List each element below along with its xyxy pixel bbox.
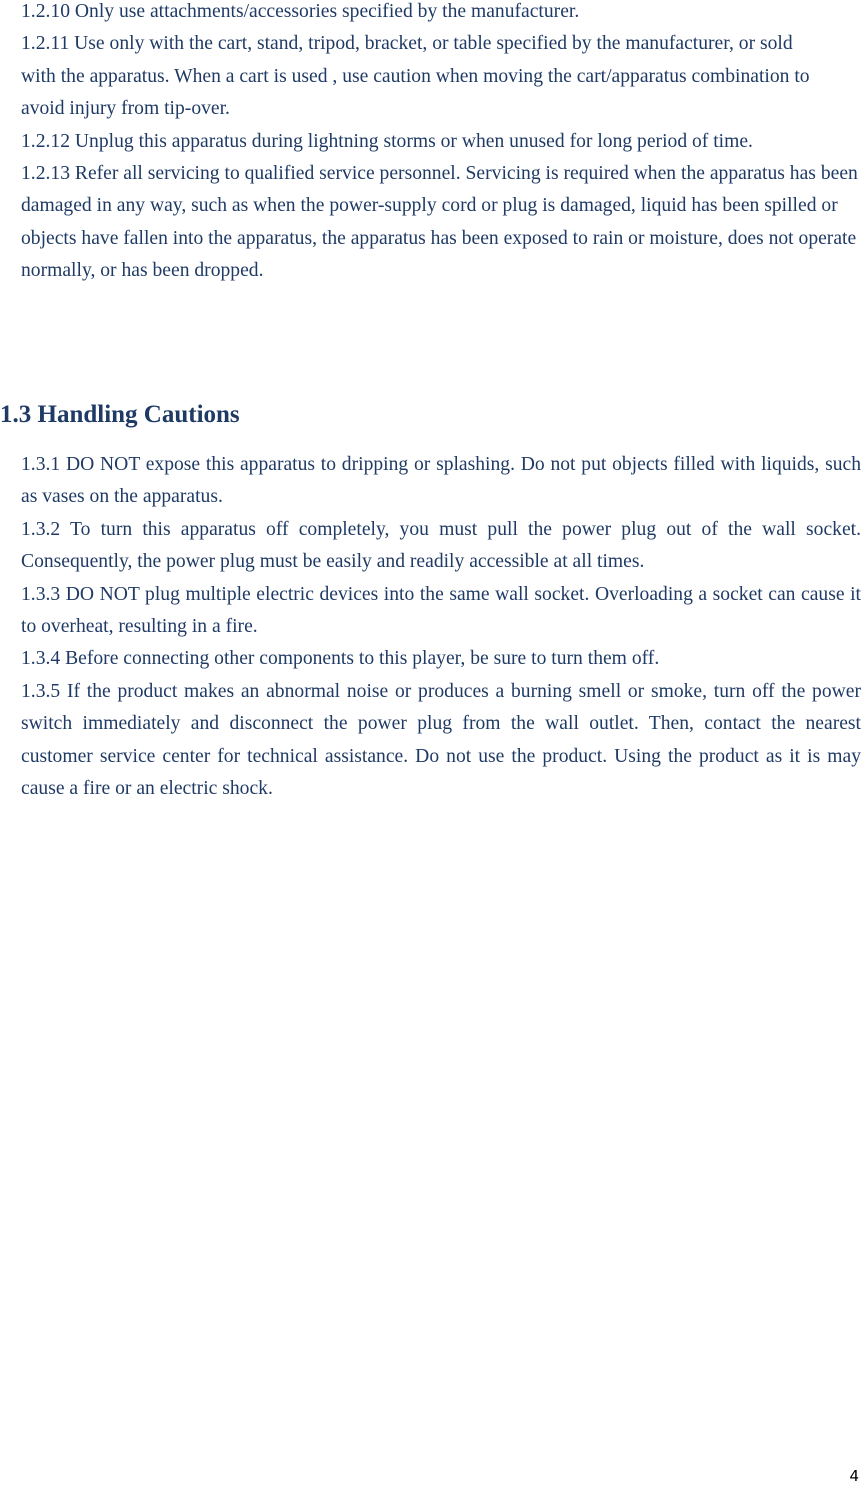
- section-1-2-continued: [21, 0, 861, 288]
- paragraph-1-3-2: 1.3.2 To turn this apparatus off completely, you must pull the power plug out of the wall socket. Consequently, the power plug must be easily and readily accessible at all times.: [21, 518, 861, 573]
- paragraph-1-3-5: 1.3.5 If the product makes an abnormal noise or produces a burning smell or smoke, turn off the power switch immediately and disconnect the power plug from the wall outlet. Then, contact the nearest customer service center for technical assistance. Do not use the product. Using the product as it is may cause a fire or an electric shock.: [21, 680, 861, 800]
- section-1-3-items: [21, 449, 861, 805]
- paragraph-1-2-11: 1.2.11 Use only with the cart, stand, tripod, bracket, or table specified by the manufacturer, or sold with the apparatus. When a cart is used , use caution when moving the cart/apparatus combination to avoid injury from tip-over.: [21, 33, 810, 120]
- section-heading-1-3: 1.3 Handling Cautions: [0, 401, 240, 428]
- paragraph-1-2-13: 1.2.13 Refer all servicing to qualified service personnel. Servicing is required when the apparatus has been damaged in any way, such as when the power-supply cord or plug is damaged, liquid has been spilled or objects have fallen into the apparatus, the apparatus has been exposed to rain or moisture, does not operate normally, or has been dropped.: [21, 163, 858, 282]
- paragraph-1-3-4: 1.3.4 Before connecting other components to this player, be sure to turn them off.: [21, 648, 660, 670]
- paragraph-1-3-3: 1.3.3 DO NOT plug multiple electric devices into the same wall socket. Overloading a socket can cause it to overheat, resulting in a fire.: [21, 583, 861, 638]
- page-number: 4: [849, 1467, 859, 1485]
- paragraph-1-2-10: 1.2.10 Only use attachments/accessories specified by the manufacturer.: [21, 1, 580, 22]
- paragraph-1-2-12: 1.2.12 Unplug this apparatus during lightning storms or when unused for long period of time.: [21, 130, 753, 152]
- paragraph-1-3-1: 1.3.1 DO NOT expose this apparatus to dripping or splashing. Do not put objects filled with liquids, such as vases on the apparatus.: [21, 454, 861, 508]
